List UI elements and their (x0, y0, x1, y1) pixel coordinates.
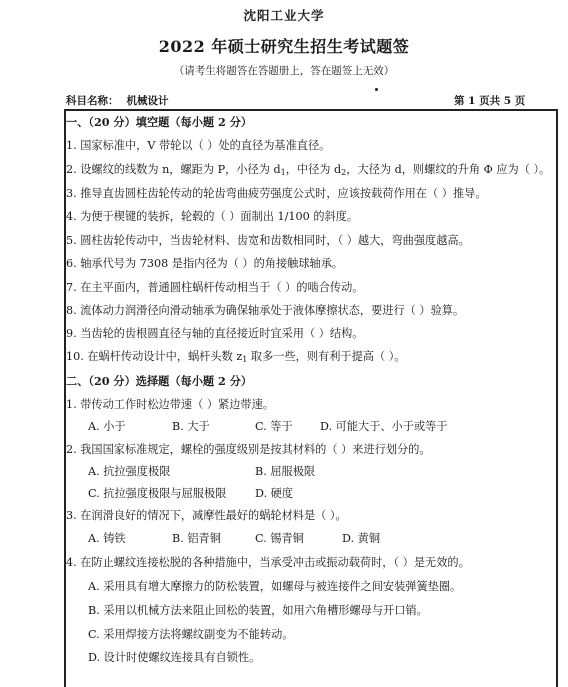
fill-question-6: 6. 轴承代号为 7308 是指内径为（ ）的角接触球轴承。 (66, 257, 344, 270)
section2-heading: 二、（20 分）选择题（每小题 2 分） (66, 374, 253, 388)
exam-note: （请考生将题答在答题册上，答在题签上无效） (173, 65, 395, 77)
q4-option-a: A. 采用具有增大摩擦力的防松装置，如螺母与被连接件之间安装弹簧垫圈。 (88, 580, 462, 593)
q4-option-c: C. 采用焊接方法将螺纹副变为不能转动。 (88, 628, 294, 641)
q4-option-d: D. 设计时使螺纹连接具有自锁性。 (88, 651, 261, 664)
q10-part-a: 10. 在蜗杆传动设计中，蜗杆头数 z (66, 350, 243, 363)
section1-heading: 一、（20 分）填空题（每小题 2 分） (66, 115, 253, 129)
q4-option-b: B. 采用以机械方法来阻止回松的装置，如用六角槽形螺母与开口销。 (88, 604, 428, 617)
fill-question-1: 1. 国家标准中，V 带轮以（ ）处的直径为基准直径。 (66, 139, 331, 152)
q2-option-c: C. 抗拉强度极限与屈服极限 (88, 487, 227, 500)
q1-option-c: C. 等于 (255, 420, 293, 433)
exam-title: 2022 年硕士研究生招生考试题签 (158, 37, 410, 56)
page-info: 第 1 页共 5 页 (454, 95, 526, 107)
q3-option-a: A. 铸铁 (88, 532, 126, 545)
choice-question-1: 1. 带传动工作时松边带速（ ）紧边带速。 (66, 398, 274, 411)
q3-option-b: B. 铝青铜 (172, 532, 221, 545)
subject-row (66, 93, 169, 108)
q2-part-b: ，中径为 d (285, 163, 342, 176)
fill-question-8: 8. 流体动力润滑径向滑动轴承为确保轴承处于液体摩擦状态，要进行（ ）验算。 (66, 304, 465, 317)
ink-dot (375, 88, 378, 91)
fill-question-4: 4. 为便于楔键的装拆，轮毂的（ ）面制出 1/100 的斜度。 (66, 210, 359, 223)
choice-question-4: 4. 在防止螺纹连接松脱的各种措施中，当承受冲击或振动载荷时，（ ）是无效的。 (66, 556, 470, 569)
q1-option-a: A. 小于 (88, 420, 126, 433)
q3-option-d: D. 黄铜 (342, 532, 381, 545)
fill-question-5: 5. 圆柱齿轮传动中，当齿轮材料、齿宽和齿数相同时，（ ）越大，弯曲强度越高。 (66, 234, 470, 247)
fill-question-10 (66, 350, 405, 367)
q2-part-a: 2. 设螺纹的线数为 n，螺距为 P，小径为 d (66, 163, 281, 176)
q2-option-b: B. 屈服极限 (255, 465, 316, 478)
subject-value: 机械设计 (126, 95, 169, 107)
fill-question-3: 3. 推导直齿圆柱齿轮传动的轮齿弯曲疲劳强度公式时，应该按载荷作用在（ ）推导。 (66, 187, 487, 200)
choice-question-2: 2. 我国国家标准规定，螺栓的强度级别是按其材料的（ ）来进行划分的。 (66, 443, 431, 456)
choice-question-3: 3. 在润滑良好的情况下，减摩性最好的蜗轮材料是（ ）。 (66, 509, 347, 522)
school-name: 沈阳工业大学 (243, 8, 325, 23)
q2-part-c: ，大径为 d，则螺纹的升角 Φ 应为（ ）。 (346, 163, 551, 176)
fill-question-9: 9. 当齿轮的齿根圆直径与轴的直径接近时宜采用（ ）结构。 (66, 327, 364, 340)
q1-option-d: D. 可能大于、小于或等于 (320, 420, 448, 433)
subject-label: 科目名称： (66, 95, 119, 107)
q3-option-c: C. 锡青铜 (255, 532, 304, 545)
q2-sub-2: 2 (341, 168, 347, 177)
q10-part-b: 取多一些，则有利于提高（ ）。 (247, 350, 406, 363)
q10-sub: 1 (242, 355, 248, 364)
q2-option-a: A. 抗拉强度极限 (88, 465, 171, 478)
q1-option-b: B. 大于 (172, 420, 210, 433)
fill-question-2 (66, 163, 550, 180)
q2-sub-1: 1 (280, 168, 286, 177)
q2-option-d: D. 硬度 (255, 487, 294, 500)
fill-question-7: 7. 在主平面内，普通圆柱蜗杆传动相当于（ ）的啮合传动。 (66, 281, 364, 294)
